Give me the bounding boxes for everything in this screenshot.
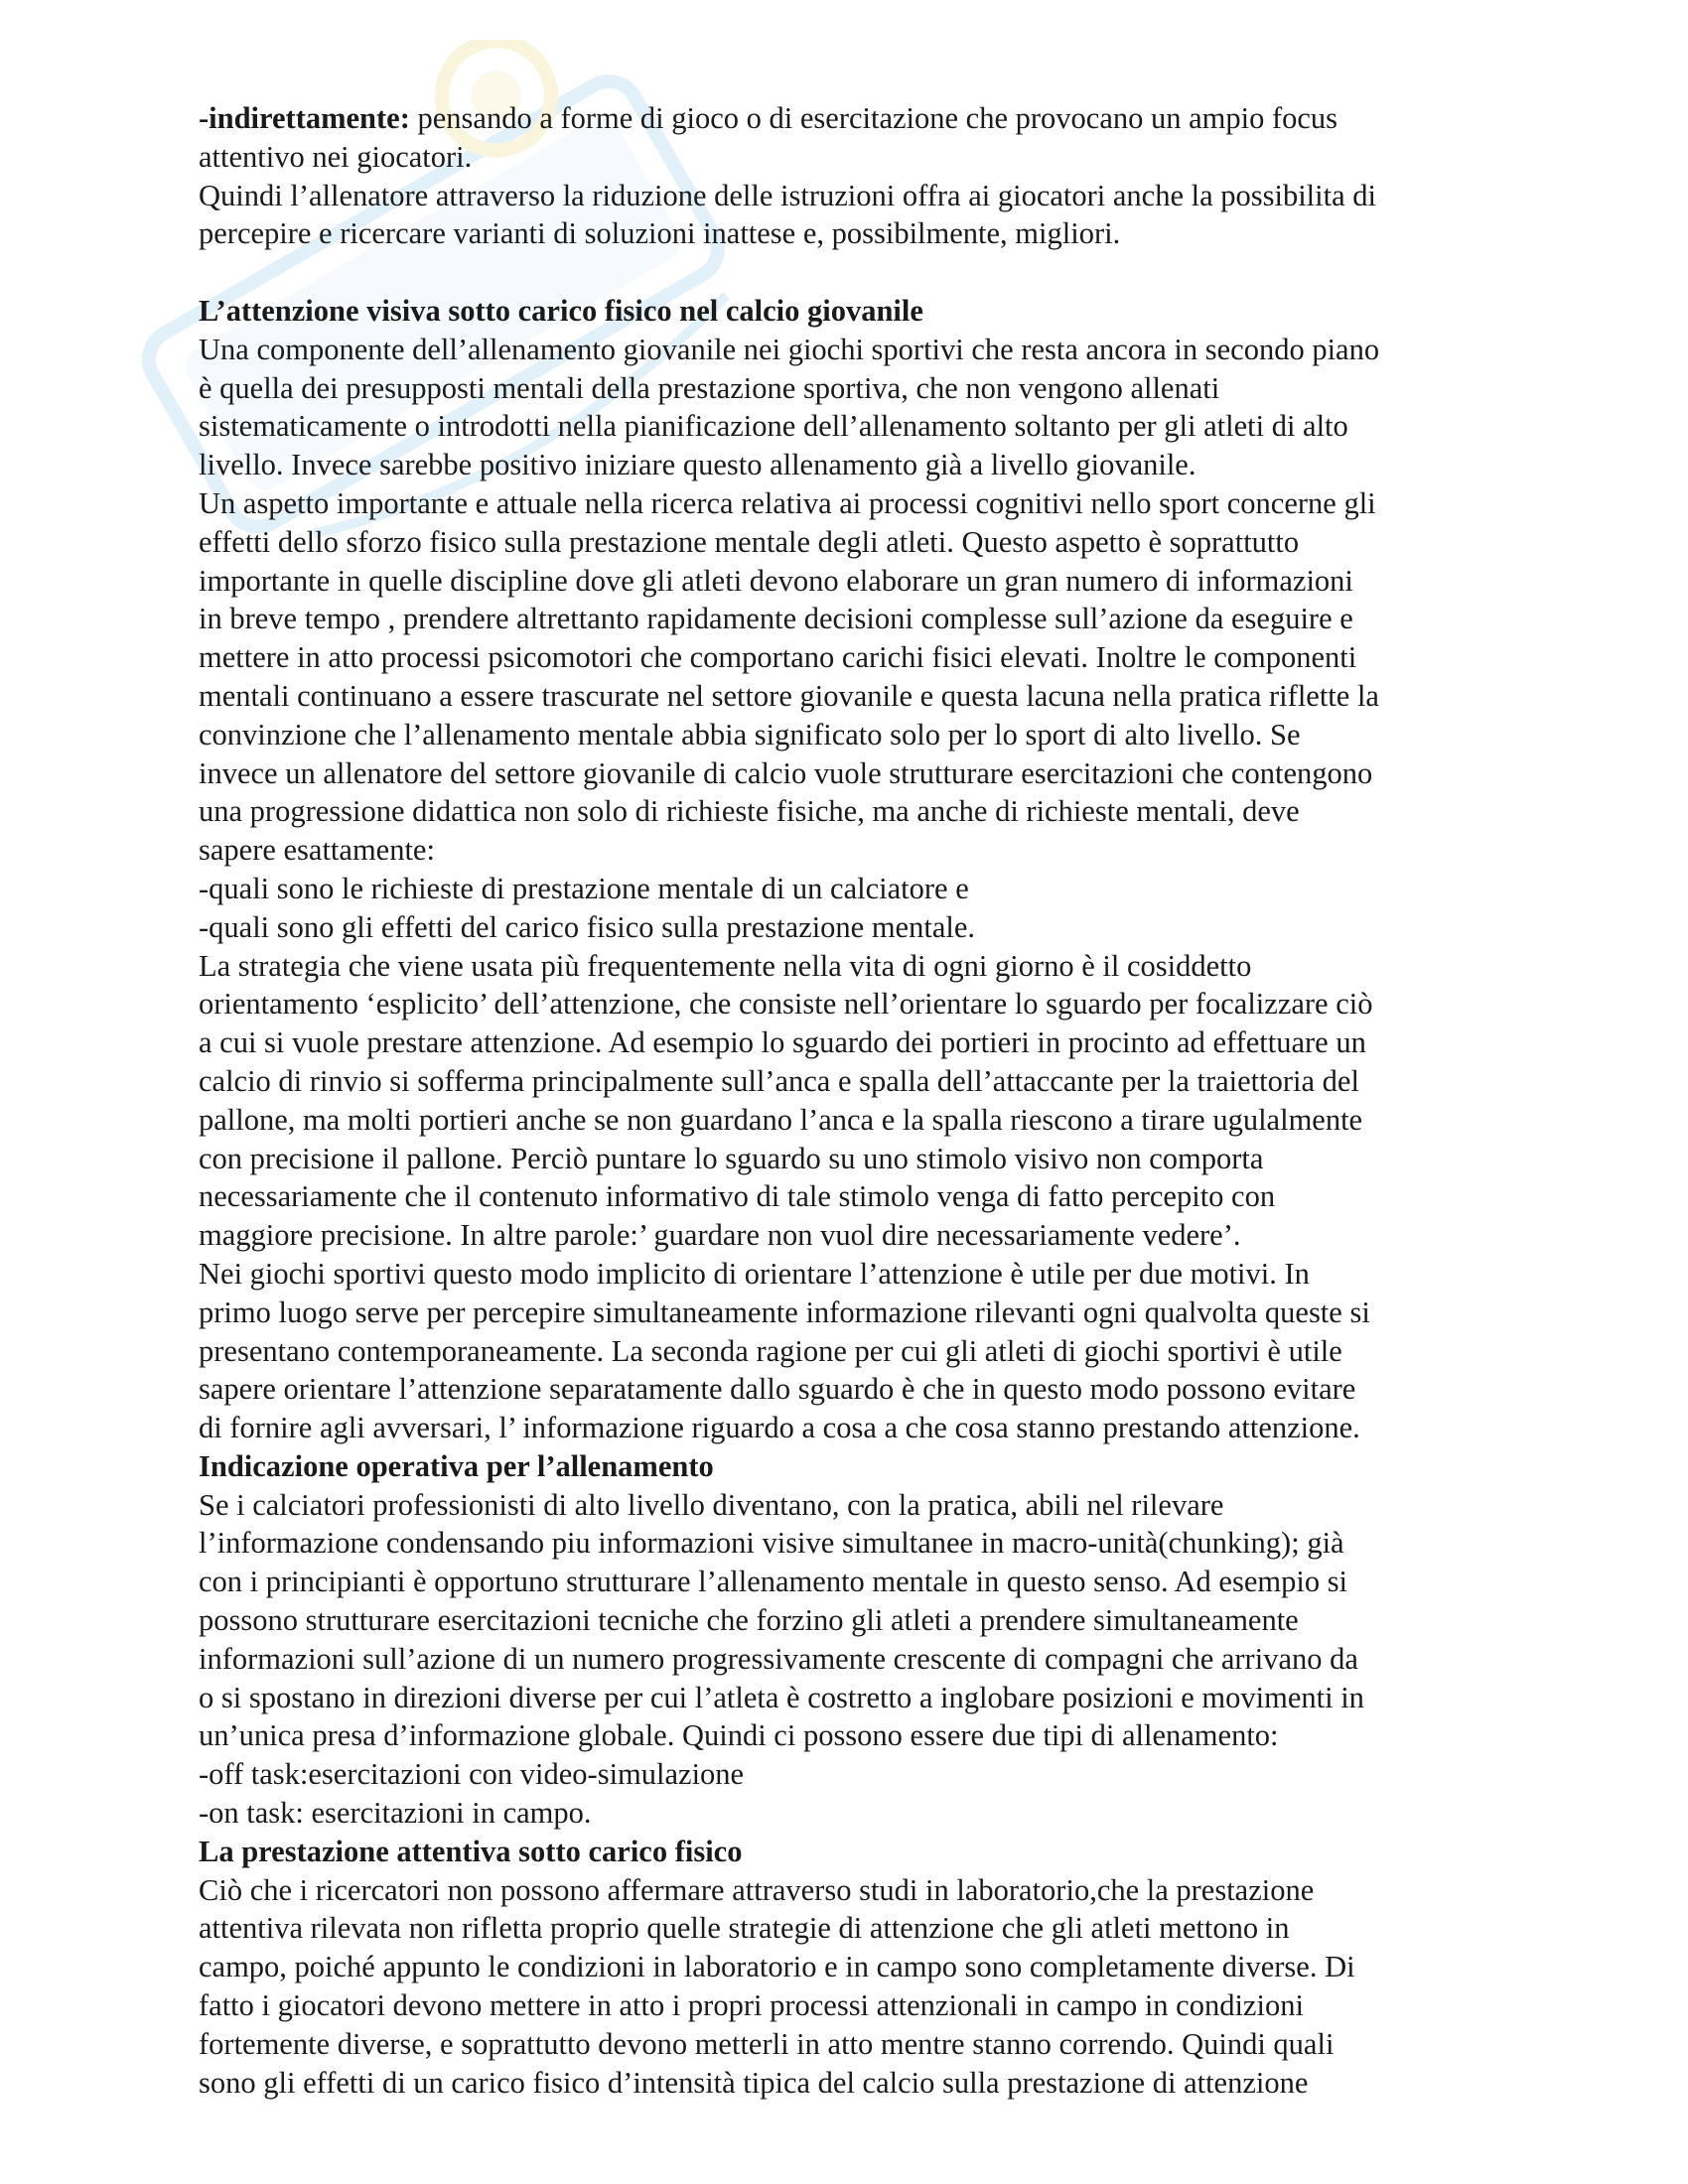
section-1-line: invece un allenatore del settore giovanile di calcio vuole strutturare esercitazioni che contengono: [199, 755, 1373, 790]
section-1-line: calcio di rinvio si sofferma principalmente sull’anca e spalla dell’attaccante per la traiettoria del: [199, 1063, 1359, 1098]
section-1-line: Una componente dell’allenamento giovanile nei giochi sportivi che resta ancora in secondo piano: [199, 332, 1380, 366]
section-1-line: livello. Invece sarebbe positivo iniziare questo allenamento già a livello giovanile.: [199, 448, 1196, 482]
section-1-line: necessariamente che il contenuto informativo di tale stimolo venga di fatto percepito con: [199, 1179, 1276, 1214]
section-1-body: [199, 331, 1499, 1447]
section-1-line: di fornire agli avversari, l’ informazione riguardo a cosa a che cosa stanno prestando attenzione.: [199, 1411, 1360, 1445]
section-1-line: importante in quelle discipline dove gli atleti devono elaborare un gran numero di informazioni: [199, 563, 1353, 598]
paragraph-gap: [199, 253, 1499, 292]
document-body: [199, 99, 1499, 2102]
section-2-line: con i principianti è opportuno strutturare l’allenamento mentale in questo senso. Ad esempio si: [199, 1565, 1348, 1599]
section-1-line: a cui si vuole prestare attenzione. Ad esempio lo sguardo dei portieri in procinto ad effettuare un: [199, 1025, 1366, 1060]
section-2-line: un’unica presa d’informazione globale. Quindi ci possono essere due tipi di allenamento:: [199, 1718, 1279, 1753]
section-1-line: una progressione didattica non solo di richieste fisiche, ma anche di richieste mentali, deve: [199, 794, 1300, 829]
intro-line-1: [199, 99, 1499, 138]
section-2-line: -off task:esercitazioni con video-simulazione: [199, 1757, 745, 1792]
section-3-heading: La prestazione attentiva sotto carico fisico: [199, 1834, 743, 1868]
section-1-line: sistematicamente o introdotti nella pianificazione dell’allenamento soltanto per gli atleti di alto: [199, 409, 1348, 444]
section-2-line: Se i calciatori professionisti di alto livello diventano, con la pratica, abili nel rilevare: [199, 1487, 1224, 1522]
section-1-line: Nei giochi sportivi questo modo implicito di orientare l’attenzione è utile per due motivi. In: [199, 1256, 1310, 1291]
intro-line-3: Quindi l’allenatore attraverso la riduzione delle istruzioni offra ai giocatori anche la possibilita di: [199, 178, 1376, 212]
section-2-line: informazioni sull’azione di un numero progressivamente crescente di compagni che arrivano da: [199, 1641, 1358, 1676]
section-3-line: attentiva rilevata non rifletta proprio quelle strategie di attenzione che gli atleti mettono in: [199, 1911, 1290, 1946]
section-3-line: Ciò che i ricercatori non possono affermare attraverso studi in laboratorio,che la prestazione: [199, 1872, 1315, 1907]
section-2-heading: Indicazione operativa per l’allenamento: [199, 1448, 714, 1483]
section-2-line: -on task: esercitazioni in campo.: [199, 1796, 592, 1831]
section-1-line: Un aspetto importante e attuale nella ricerca relativa ai processi cognitivi nello sport concerne gli: [199, 485, 1376, 520]
section-2-line: l’informazione condensando piu informazioni visive simultanee in macro-unità(chunking); già: [199, 1526, 1344, 1561]
section-1-heading: L’attenzione visiva sotto carico fisico nel calcio giovanile: [199, 293, 923, 328]
section-3-line: fatto i giocatori devono mettere in atto i propri processi attenzionali in campo in condizioni: [199, 1988, 1304, 2023]
section-3-line: fortemente diverse, e soprattutto devono metterli in atto mentre stanno correndo. Quindi quali: [199, 2026, 1335, 2061]
section-3-line: sono gli effetti di un carico fisico d’intensità tipica del calcio sulla prestazione di attenzione: [199, 2065, 1309, 2100]
section-1-line: in breve tempo , prendere altrettanto rapidamente decisioni complesse sull’azione da eseguire e: [199, 602, 1353, 636]
intro-line-1-rest: pensando a forme di gioco o di esercitazione che provocano un ampio focus: [409, 101, 1338, 135]
section-1-line: orientamento ‘esplicito’ dell’attenzione, che consiste nell’orientare lo sguardo per focalizzare ciò: [199, 987, 1373, 1022]
section-3-line: campo, poiché appunto le condizioni in laboratorio e in campo sono completamente diverse. Di: [199, 1950, 1355, 1984]
section-1-line: -quali sono gli effetti del carico fisico sulla prestazione mentale.: [199, 909, 975, 944]
section-1-line: pallone, ma molti portieri anche se non guardano l’anca e la spalla riescono a tirare ugulalmente: [199, 1102, 1363, 1137]
section-1-line: sapere orientare l’attenzione separatamente dallo sguardo è che in questo modo possono evitare: [199, 1372, 1356, 1407]
section-2-body: [199, 1486, 1499, 1833]
intro-line-4: percepire e ricercare varianti di soluzioni inattese e, possibilmente, migliori.: [199, 216, 1121, 251]
section-1-line: è quella dei presupposti mentali della prestazione sportiva, che non vengono allenati: [199, 370, 1220, 405]
section-1-line: convinzione che l’allenamento mentale abbia significato solo per lo sport di alto livello. Se: [199, 717, 1301, 751]
intro-term: -indirettamente:: [199, 101, 410, 135]
section-1-line: presentano contemporaneamente. La seconda ragione per cui gli atleti di giochi sportivi è utile: [199, 1333, 1342, 1368]
section-1-line: effetti dello sforzo fisico sulla prestazione mentale degli atleti. Questo aspetto è soprattutto: [199, 524, 1300, 559]
section-1-line: con precisione il pallone. Perciò puntare lo sguardo su uno stimolo visivo non comporta: [199, 1141, 1264, 1175]
section-1-line: sapere esattamente:: [199, 833, 435, 868]
section-2-line: possono strutturare esercitazioni tecniche che forzino gli atleti a prendere simultaneamente: [199, 1603, 1299, 1638]
section-3-body: [199, 1871, 1499, 2103]
section-2-line: o si spostano in direzioni diverse per cui l’atleta è costretto a inglobare posizioni e movimenti in: [199, 1680, 1364, 1714]
section-1-line: La strategia che viene usata più frequentemente nella vita di ogni giorno è il cosiddetto: [199, 948, 1252, 983]
section-1-line: mettere in atto processi psicomotori che comportano carichi fisici elevati. Inoltre le componenti: [199, 640, 1357, 675]
section-1-line: maggiore precisione. In altre parole:’ guardare non vuol dire necessariamente vedere’.: [199, 1218, 1241, 1253]
intro-line-2: attentivo nei giocatori.: [199, 139, 473, 174]
section-1-line: mentali continuano a essere trascurate nel settore giovanile e questa lacuna nella pratica riflette la: [199, 678, 1379, 713]
section-1-line: -quali sono le richieste di prestazione mentale di un calciatore e: [199, 871, 969, 905]
section-1-line: primo luogo serve per percepire simultaneamente informazione rilevanti ogni qualvolta queste si: [199, 1295, 1370, 1329]
